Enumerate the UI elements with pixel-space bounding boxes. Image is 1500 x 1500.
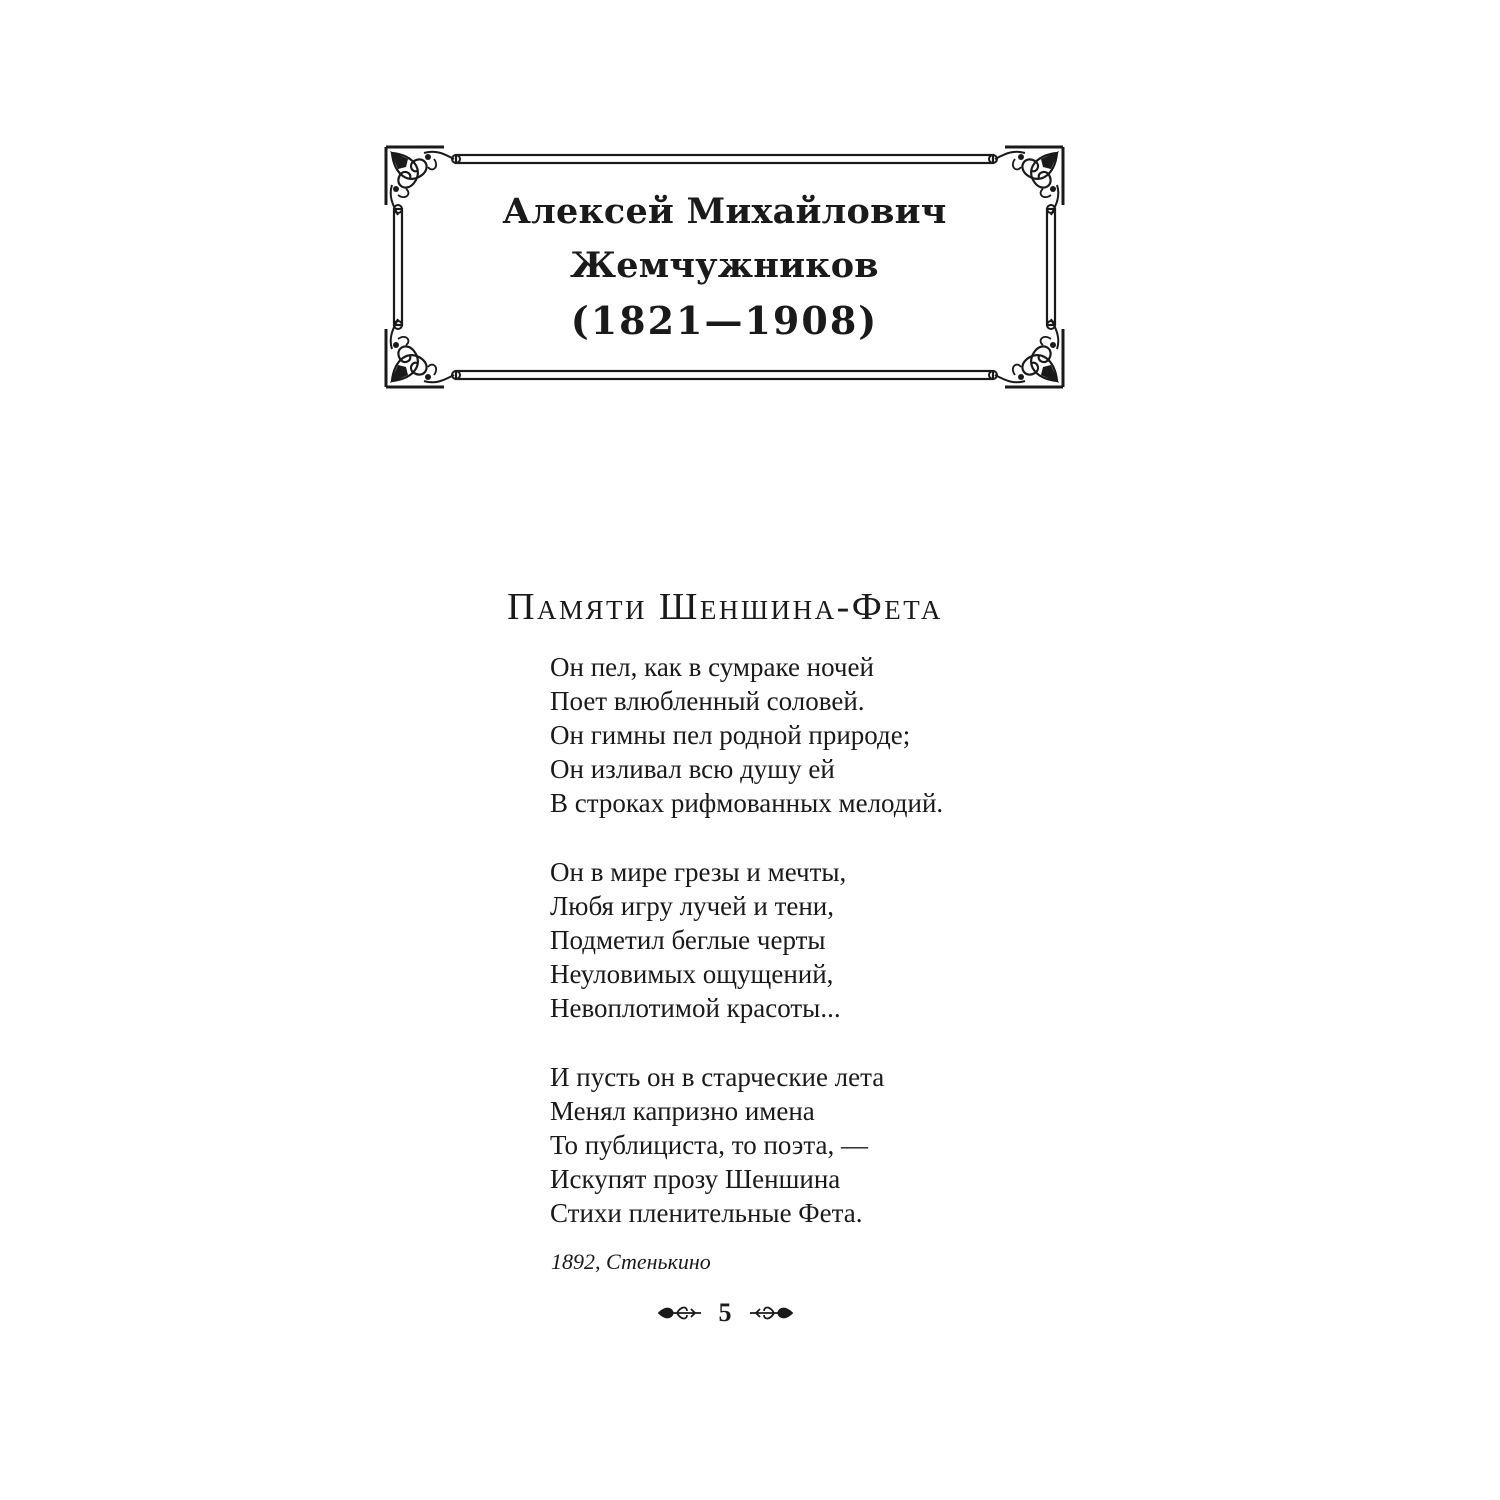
poem-line: Он изливал всю душу ей (550, 754, 835, 784)
page-number-footer (645, 1295, 805, 1331)
poem-line: Он гимны пел родной природе; (550, 720, 911, 750)
author-header-frame (384, 145, 1065, 389)
poem-line: Менял капризно имена (550, 1096, 815, 1126)
poem-line: Искупят прозу Шеншина (550, 1164, 841, 1194)
poem-line: Неуловимых ощущений, (550, 959, 834, 989)
stanza-3 (550, 1060, 884, 1230)
stanza-1 (550, 650, 943, 820)
poem-line: Поет влюбленный соловей. (550, 686, 865, 716)
stanza-2 (550, 855, 846, 1025)
poem-line: Невоплотимой красоты... (550, 993, 841, 1023)
poem-dateline: 1892, Стенькино (551, 1249, 711, 1274)
poem-line: Подметил беглые черты (550, 925, 826, 955)
flourish-left-icon (657, 1303, 703, 1323)
page-number: 5 (718, 1298, 732, 1327)
poem-line: Любя игру лучей и тени, (550, 891, 835, 921)
flourish-right-icon (748, 1303, 794, 1323)
author-block (384, 145, 1065, 389)
author-surname: Жемчужников (570, 245, 879, 286)
poem-line: Он в мире грезы и мечты, (550, 857, 847, 887)
poem-line: Он пел, как в сумраке ночей (550, 652, 874, 682)
poem-line: И пусть он в старческие лета (550, 1062, 885, 1092)
poem-line: В строках рифмованных мелодий. (550, 788, 944, 818)
poem-line: То публициста, то поэта, — (550, 1130, 868, 1160)
poem-line: Стихи пленительные Фета. (550, 1198, 863, 1228)
author-first-names: Алексей Михайлович (502, 191, 947, 232)
poem-title: Памяти Шеншина-Фета (507, 586, 943, 628)
author-life-years: (1821—1908) (570, 298, 879, 343)
